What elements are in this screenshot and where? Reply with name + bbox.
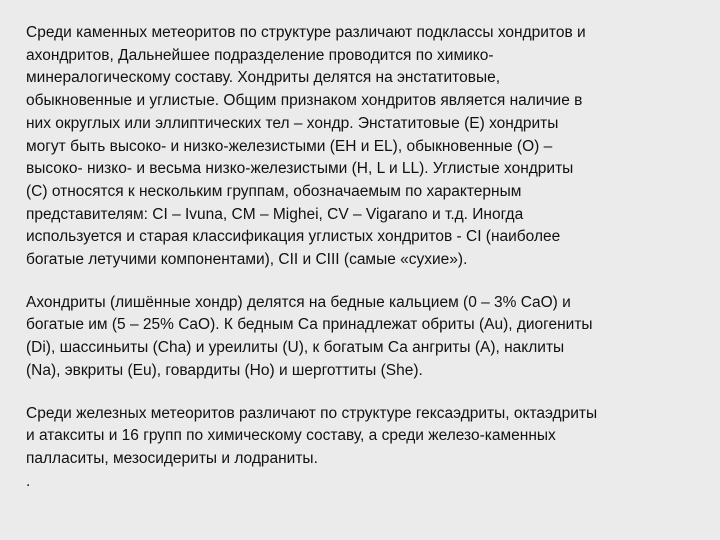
text-line: богатые им (5 – 25% CaO). К бедным Са принадлежат обриты (Au), диогениты (26, 316, 593, 334)
text-line: (Na), эвкриты (Eu), говардиты (Ho) и шерготтиты (She). (26, 361, 423, 379)
text-line: . (26, 472, 31, 490)
text-line: богатые летучими компонентами), CII и CIII (самые «сухие»). (26, 251, 468, 269)
text-line: и атакситы и 16 групп по химическому составу, а среди железо-каменных (26, 427, 556, 445)
text-line: палласиты, мезосидериты и лодраниты. (26, 449, 318, 467)
text-line: (Di), шассиньиты (Cha) и уреилиты (U), к богатым Са ангриты (А), наклиты (26, 339, 565, 357)
text-line: Ахондриты (лишённые хондр) делятся на бедные кальцием (0 – 3% CaO) и (26, 293, 571, 311)
text-line: обыкновенные и углистые. Общим признаком хондритов является наличие в (26, 92, 583, 110)
text-line: минералогическому составу. Хондриты делятся на энстатитовые, (26, 69, 501, 87)
text-line: ахондритов, Дальнейшее подразделение проводится по химико- (26, 46, 494, 64)
text-line: Среди железных метеоритов различают по структуре гексаэдриты, октаэдриты (26, 404, 598, 422)
text-line: (С) относятся к нескольким группам, обозначаемым по характерным (26, 182, 522, 200)
text-line: них округлых или эллиптических тел – хондр. Энстатитовые (Е) хондриты (26, 114, 559, 132)
text-line: используется и старая классификация углистых хондритов - CI (наиболее (26, 228, 561, 246)
text-line: представителям: CI – Ivuna, CM – Mighei, CV – Vigarano и т.д. Иногда (26, 205, 524, 223)
text-line: Среди каменных метеоритов по структуре различают подклассы хондритов и (26, 24, 586, 41)
text-body (26, 22, 706, 493)
paragraph-iron-meteorites (26, 403, 706, 494)
paragraph-stony-meteorites (26, 22, 706, 272)
paragraph-achondrites (26, 292, 706, 383)
text-line: высоко- низко- и весьма низко-железистыми (Н, L и LL). Углистые хондриты (26, 160, 574, 178)
text-line: могут быть высоко- и низко-железистыми (ЕН и EL), обыкновенные (О) – (26, 137, 553, 155)
